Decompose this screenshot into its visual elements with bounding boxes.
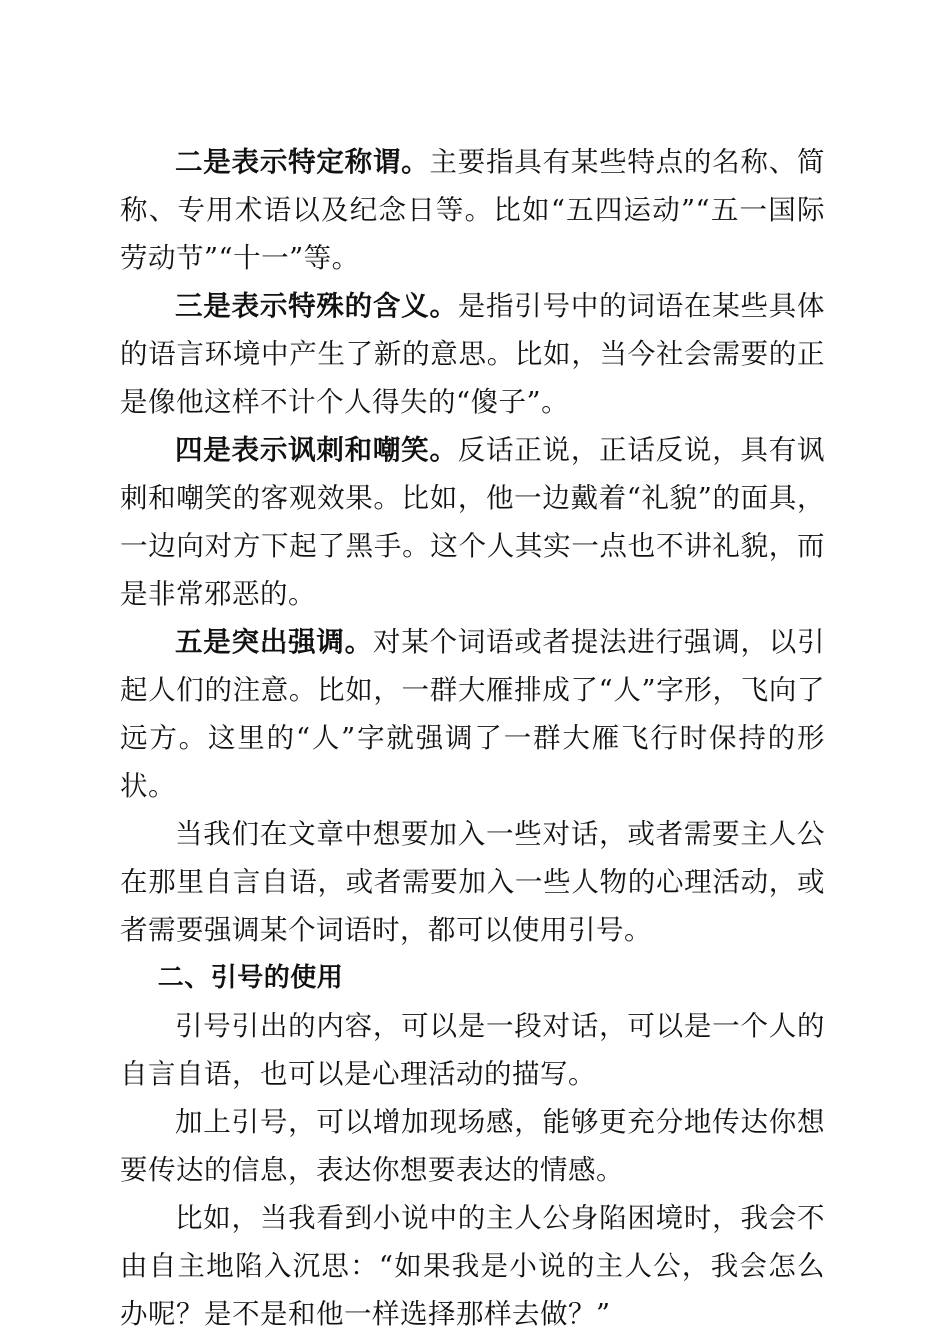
paragraph-lead: 三是表示特殊的含义。 (175, 290, 458, 322)
paragraph-body: 当我们在文章中想要加入一些对话，或者需要主人公在那里自言自语，或者需要加入一些人物的心理活动，或者需要强调某个词语时，都可以使用引号。 (120, 818, 825, 946)
paragraph-body: 是指引号中的词语在某些具体的语言环境中产生了新的意思。比如，当今社会需要的正是像他这样不计个人得失的“傻子”。 (120, 290, 826, 418)
document-page (120, 138, 825, 1338)
paragraph-irony (120, 426, 825, 618)
paragraph-body: 对某个词语或者提法进行强调，以引起人们的注意。比如，一群大雁排成了“人”字形，飞向了远方。这里的“人”字就强调了一群大雁飞行时保持的形状。 (120, 626, 826, 802)
section-paragraph: 引号引出的内容，可以是一段对话，可以是一个人的自言自语，也可以是心理活动的描写。 (120, 1010, 825, 1090)
section-heading: 二、引号的使用 (157, 963, 344, 993)
paragraph-lead: 二是表示特定称谓。 (175, 146, 430, 178)
paragraph-body: 主要指具有某些特点的名称、简称、专用术语以及纪念日等。比如“五四运动”“五一国际劳动节”“十一”等。 (120, 146, 826, 274)
paragraph-special-meaning (120, 282, 825, 426)
section-paragraph: 比如，当我看到小说中的主人公身陷困境时，我会不由自主地陷入沉思：“如果我是小说的主人公，我会怎么办呢？是不是和他一样选择那样去做？” (120, 1202, 825, 1330)
paragraph-emphasis (120, 618, 825, 810)
paragraph-special-title (120, 138, 825, 282)
section-paragraph: 加上引号，可以增加现场感，能够更充分地传达你想要传达的信息，表达你想要表达的情感。 (120, 1106, 825, 1186)
paragraph-summary (120, 810, 825, 954)
paragraph-lead: 四是表示讽刺和嘲笑。 (175, 434, 458, 466)
paragraph-lead: 五是突出强调。 (175, 626, 373, 658)
paragraph-body: 反话正说，正话反说，具有讽刺和嘲笑的客观效果。比如，他一边戴着“礼貌”的面具，一边向对方下起了黑手。这个人其实一点也不讲礼貌，而是非常邪恶的。 (120, 434, 826, 610)
